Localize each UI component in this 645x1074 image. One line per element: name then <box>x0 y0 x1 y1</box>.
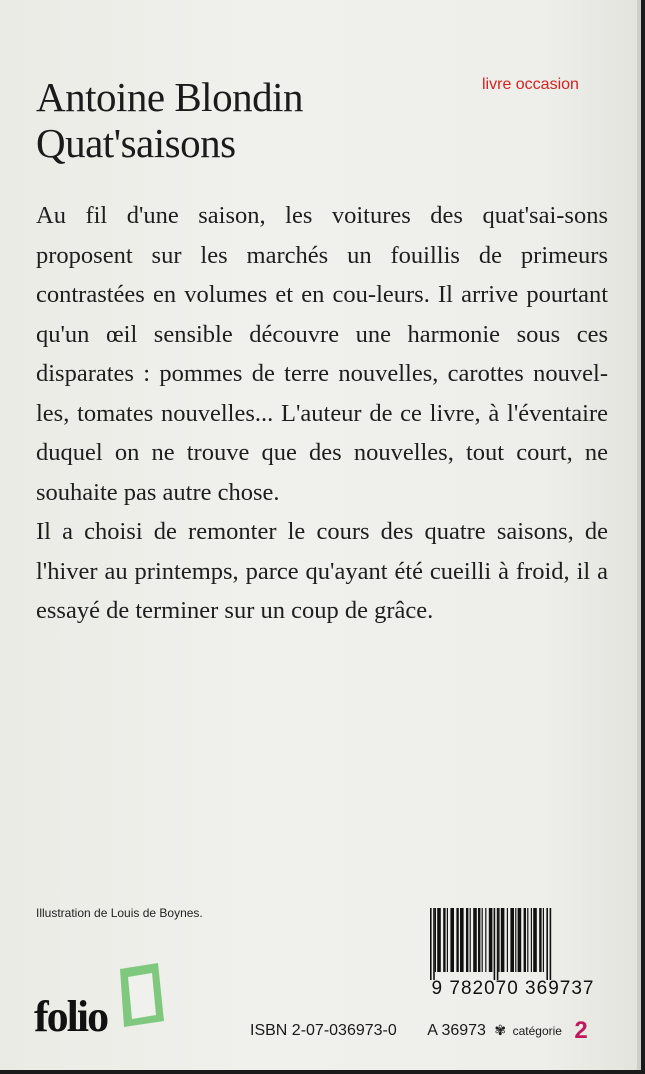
barcode-bar <box>510 908 514 972</box>
barcode-bar <box>524 908 526 972</box>
barcode-guard-bar <box>494 908 496 980</box>
barcode-bar <box>443 908 445 972</box>
author-name: Antoine Blondin <box>36 74 303 120</box>
barcode-bar <box>507 908 508 972</box>
barcode-guard-bar <box>497 908 499 980</box>
barcode-bar <box>518 908 522 972</box>
barcode-digits: 9 782070 369737 <box>431 978 595 999</box>
header <box>36 74 303 166</box>
category-number: 2 <box>574 1017 588 1044</box>
used-book-stamp: livre occasion <box>482 76 579 93</box>
barcode-guard-bar <box>550 908 552 980</box>
barcode-bar <box>485 908 486 972</box>
barcode-bar <box>543 908 544 972</box>
barcode-bar <box>482 908 483 972</box>
barcode-bar <box>437 908 441 972</box>
barcode-bar <box>489 908 493 972</box>
barcode-bars <box>420 908 606 980</box>
barcode-bar <box>533 908 537 972</box>
isbn: ISBN 2-07-036973-0 <box>250 1022 397 1039</box>
blurb-paragraph-1: Au fil d'une saison, les voitures des quat'sai-sons proposent sur les marchés un fouillis de primeurs contrastées en volumes et en cou-leurs. Il arrive pourtant qu'un œil sensible découvre une harmonie sous ces disparates : pommes de terre nouvelles, carottes nouvel-les, tomates nouvelles... L'auteur de ce livre, à l'éventaire duquel on ne trouve que des nouvelles, tout court, ne souhaite pas autre chose. <box>36 202 608 506</box>
book-title: Quat'saisons <box>36 120 236 166</box>
barcode-bar <box>460 908 464 972</box>
category-glyph-icon: ✾ <box>494 1022 507 1038</box>
barcode-bar <box>450 908 454 972</box>
category-label: catégorie <box>512 1024 562 1038</box>
barcode-guard-bar <box>546 908 548 980</box>
isbn-line <box>250 1017 588 1045</box>
barcode-guard-bar <box>430 908 432 980</box>
barcode-bar <box>435 908 436 972</box>
folio-logo <box>34 975 174 1045</box>
barcode-bar <box>539 908 541 972</box>
barcode-bar <box>447 908 448 972</box>
catalog-code: A 36973 <box>427 1022 486 1039</box>
barcode-bar <box>531 908 532 972</box>
barcode-bar <box>527 908 528 972</box>
blurb <box>36 196 608 631</box>
barcode-guard-bar <box>433 908 435 980</box>
illustration-credit: Illustration de Louis de Boynes. <box>36 906 203 920</box>
barcode-bar <box>478 908 480 972</box>
barcode-bar <box>515 908 516 972</box>
barcode-bar <box>473 908 477 972</box>
barcode-bar <box>470 908 471 972</box>
barcode <box>420 908 606 1004</box>
blurb-paragraph-2: Il a choisi de remonter le cours des quatre saisons, de l'hiver au printemps, parce qu'ayant été cueilli à froid, il a essayé de terminer sur un coup de grâce. <box>36 518 608 624</box>
folio-book-icon <box>112 961 170 1031</box>
barcode-bar <box>498 908 499 972</box>
barcode-bar <box>466 908 468 972</box>
publisher-name: folio <box>34 992 108 1041</box>
barcode-bar <box>501 908 505 972</box>
barcode-bar <box>456 908 458 972</box>
